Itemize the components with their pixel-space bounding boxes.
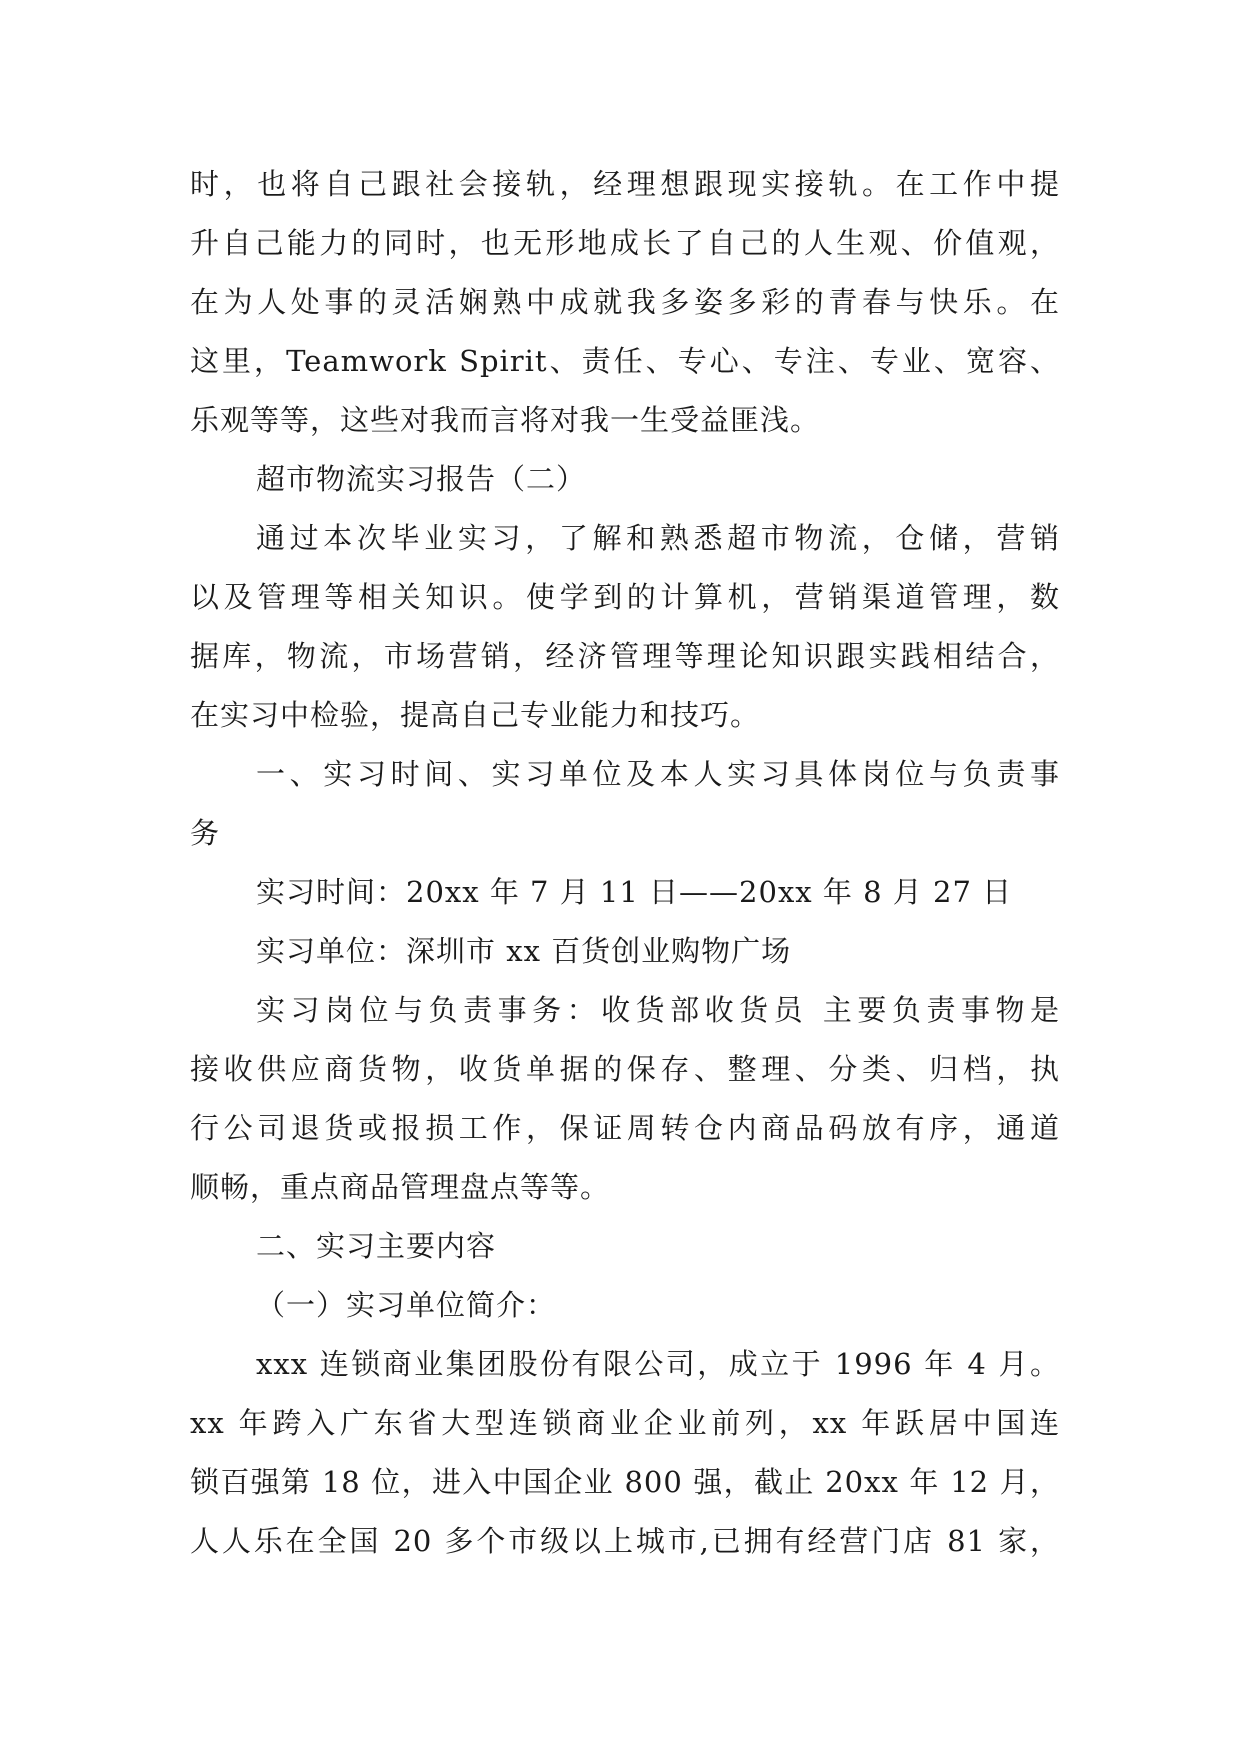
text-line: xx 年跨入广东省大型连锁商业企业前列，xx 年跃居中国连 (190, 1406, 1060, 1440)
text-line: 务 (190, 816, 221, 850)
section-heading: 一、实习时间、实习单位及本人实习具体岗位与负责事 (256, 757, 1060, 791)
text-line: 这里，Teamwork Spirit、责任、专心、专注、专业、宽容、 (190, 344, 1060, 378)
text-line: 乐观等等，这些对我而言将对我一生受益匪浅。 (190, 403, 821, 437)
text-line: 锁百强第 18 位，进入中国企业 800 强，截止 20xx 年 12 月， (190, 1465, 1060, 1499)
text-line: 接收供应商货物，收货单据的保存、整理、分类、归档，执 (190, 1052, 1060, 1086)
text-line: 人人乐在全国 20 多个市级以上城市,已拥有经营门店 81 家， (190, 1524, 1060, 1558)
text-line: 顺畅，重点商品管理盘点等等。 (190, 1170, 611, 1204)
text-line: 以及管理等相关知识。使学到的计算机，营销渠道管理，数 (190, 580, 1060, 614)
section-heading: 二、实习主要内容 (256, 1229, 497, 1263)
text-line: 行公司退货或报损工作，保证周转仓内商品码放有序，通道 (190, 1111, 1060, 1145)
subsection-heading: （一）实习单位简介： (256, 1288, 557, 1322)
text-line: 据库，物流，市场营销，经济管理等理论知识跟实践相结合， (190, 639, 1060, 673)
text-line: xxx 连锁商业集团股份有限公司，成立于 1996 年 4 月。 (256, 1347, 1060, 1381)
section-heading: 超市物流实习报告（二） (256, 462, 587, 496)
text-line: 升自己能力的同时，也无形地成长了自己的人生观、价值观， (190, 226, 1060, 260)
text-line: 时，也将自己跟社会接轨，经理想跟现实接轨。在工作中提 (190, 167, 1060, 201)
text-line: 实习单位：深圳市 xx 百货创业购物广场 (256, 934, 792, 968)
text-line: 在为人处事的灵活娴熟中成就我多姿多彩的青春与快乐。在 (190, 285, 1060, 319)
text-line: 通过本次毕业实习，了解和熟悉超市物流，仓储，营销 (256, 521, 1060, 555)
document-body (190, 155, 1060, 1571)
text-line: 在实习中检验，提高自己专业能力和技巧。 (190, 698, 761, 732)
text-line: 实习时间：20xx 年 7 月 11 日——20xx 年 8 月 27 日 (256, 875, 1013, 909)
text-line: 实习岗位与负责事务：收货部收货员 主要负责事物是 (256, 993, 1060, 1027)
